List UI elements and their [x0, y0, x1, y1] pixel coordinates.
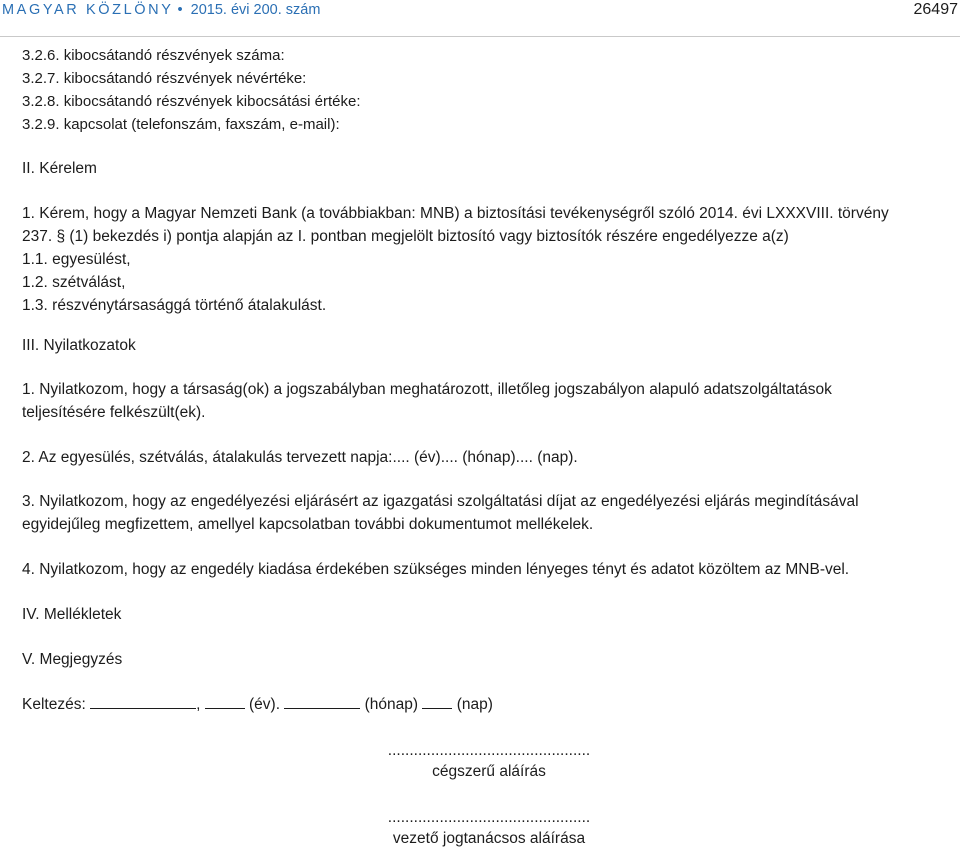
year-label: (év). — [249, 696, 281, 713]
declaration-2: 2. Az egyesülés, szétválás, átalakulás tervezett napja:.... (év).... (hónap).... (nap). — [22, 449, 578, 466]
header-bullet: • — [177, 2, 183, 18]
section-ii-heading: II. Kérelem — [22, 160, 97, 177]
page-number: 26497 — [913, 1, 958, 18]
dating-line — [22, 694, 493, 715]
section-iii-heading: III. Nyilatkozatok — [22, 337, 136, 354]
signature-label-counsel: vezető jogtanácsos aláírása — [392, 830, 586, 847]
request-paragraph-line2: 237. § (1) bekezdés i) pontja alapján az I. pontban megjelölt biztosító vagy biztosítók részére engedélyezze a(z) — [22, 228, 789, 245]
header-left — [2, 2, 320, 18]
day-label: (nap) — [456, 696, 493, 713]
declaration-3-line2: egyidejűleg megfizettem, amellyel kapcsolatban további dokumentumot mellékelek. — [22, 516, 594, 533]
signature-label-company: cégszerű aláírás — [432, 763, 546, 780]
journal-title: MAGYAR KÖZLÖNY — [2, 2, 174, 18]
place-blank[interactable] — [90, 694, 196, 709]
declaration-1-line1: 1. Nyilatkozom, hogy a társaság(ok) a jogszabályban meghatározott, illetőleg jogszabályon alapuló adatszolgáltatások — [22, 381, 832, 398]
month-blank[interactable] — [284, 694, 360, 709]
signature-dots-company: ............................................... — [387, 742, 591, 759]
signature-dots-counsel: ............................................... — [387, 809, 591, 826]
item-3-2-9: 3.2.9. kapcsolat (telefonszám, faxszám, e-mail): — [22, 116, 340, 133]
item-3-2-6: 3.2.6. kibocsátandó részvények száma: — [22, 47, 285, 64]
item-3-2-8: 3.2.8. kibocsátandó részvények kibocsátási értéke: — [22, 93, 361, 110]
request-option-transformation: 1.3. részvénytársasággá történő átalakulást. — [22, 297, 327, 314]
item-3-2-7: 3.2.7. kibocsátandó részvények névértéke: — [22, 70, 307, 87]
year-blank[interactable] — [205, 694, 245, 709]
request-paragraph-line1: 1. Kérem, hogy a Magyar Nemzeti Bank (a továbbiakban: MNB) a biztosítási tevékenységről szóló 2014. évi LXXXVIII. törvény — [22, 205, 889, 222]
section-iv-heading: IV. Mellékletek — [22, 606, 122, 623]
request-option-demerger: 1.2. szétválást, — [22, 274, 126, 291]
declaration-4: 4. Nyilatkozom, hogy az engedély kiadása érdekében szükséges minden lényeges tényt és adatot közöltem az MNB-vel. — [22, 561, 850, 578]
month-label: (hónap) — [364, 696, 419, 713]
page-header — [0, 0, 960, 37]
dating-comma: , — [196, 696, 201, 713]
request-option-merger: 1.1. egyesülést, — [22, 251, 131, 268]
section-v-heading: V. Megjegyzés — [22, 651, 123, 668]
declaration-1-line2: teljesítésére felkészült(ek). — [22, 404, 206, 421]
issue-number: 2015. évi 200. szám — [190, 2, 321, 18]
declaration-3-line1: 3. Nyilatkozom, hogy az engedélyezési eljárásért az igazgatási szolgáltatási díjat az engedélyezési eljárás megindításával — [22, 493, 859, 510]
dating-label: Keltezés: — [22, 696, 86, 713]
day-blank[interactable] — [422, 694, 452, 709]
